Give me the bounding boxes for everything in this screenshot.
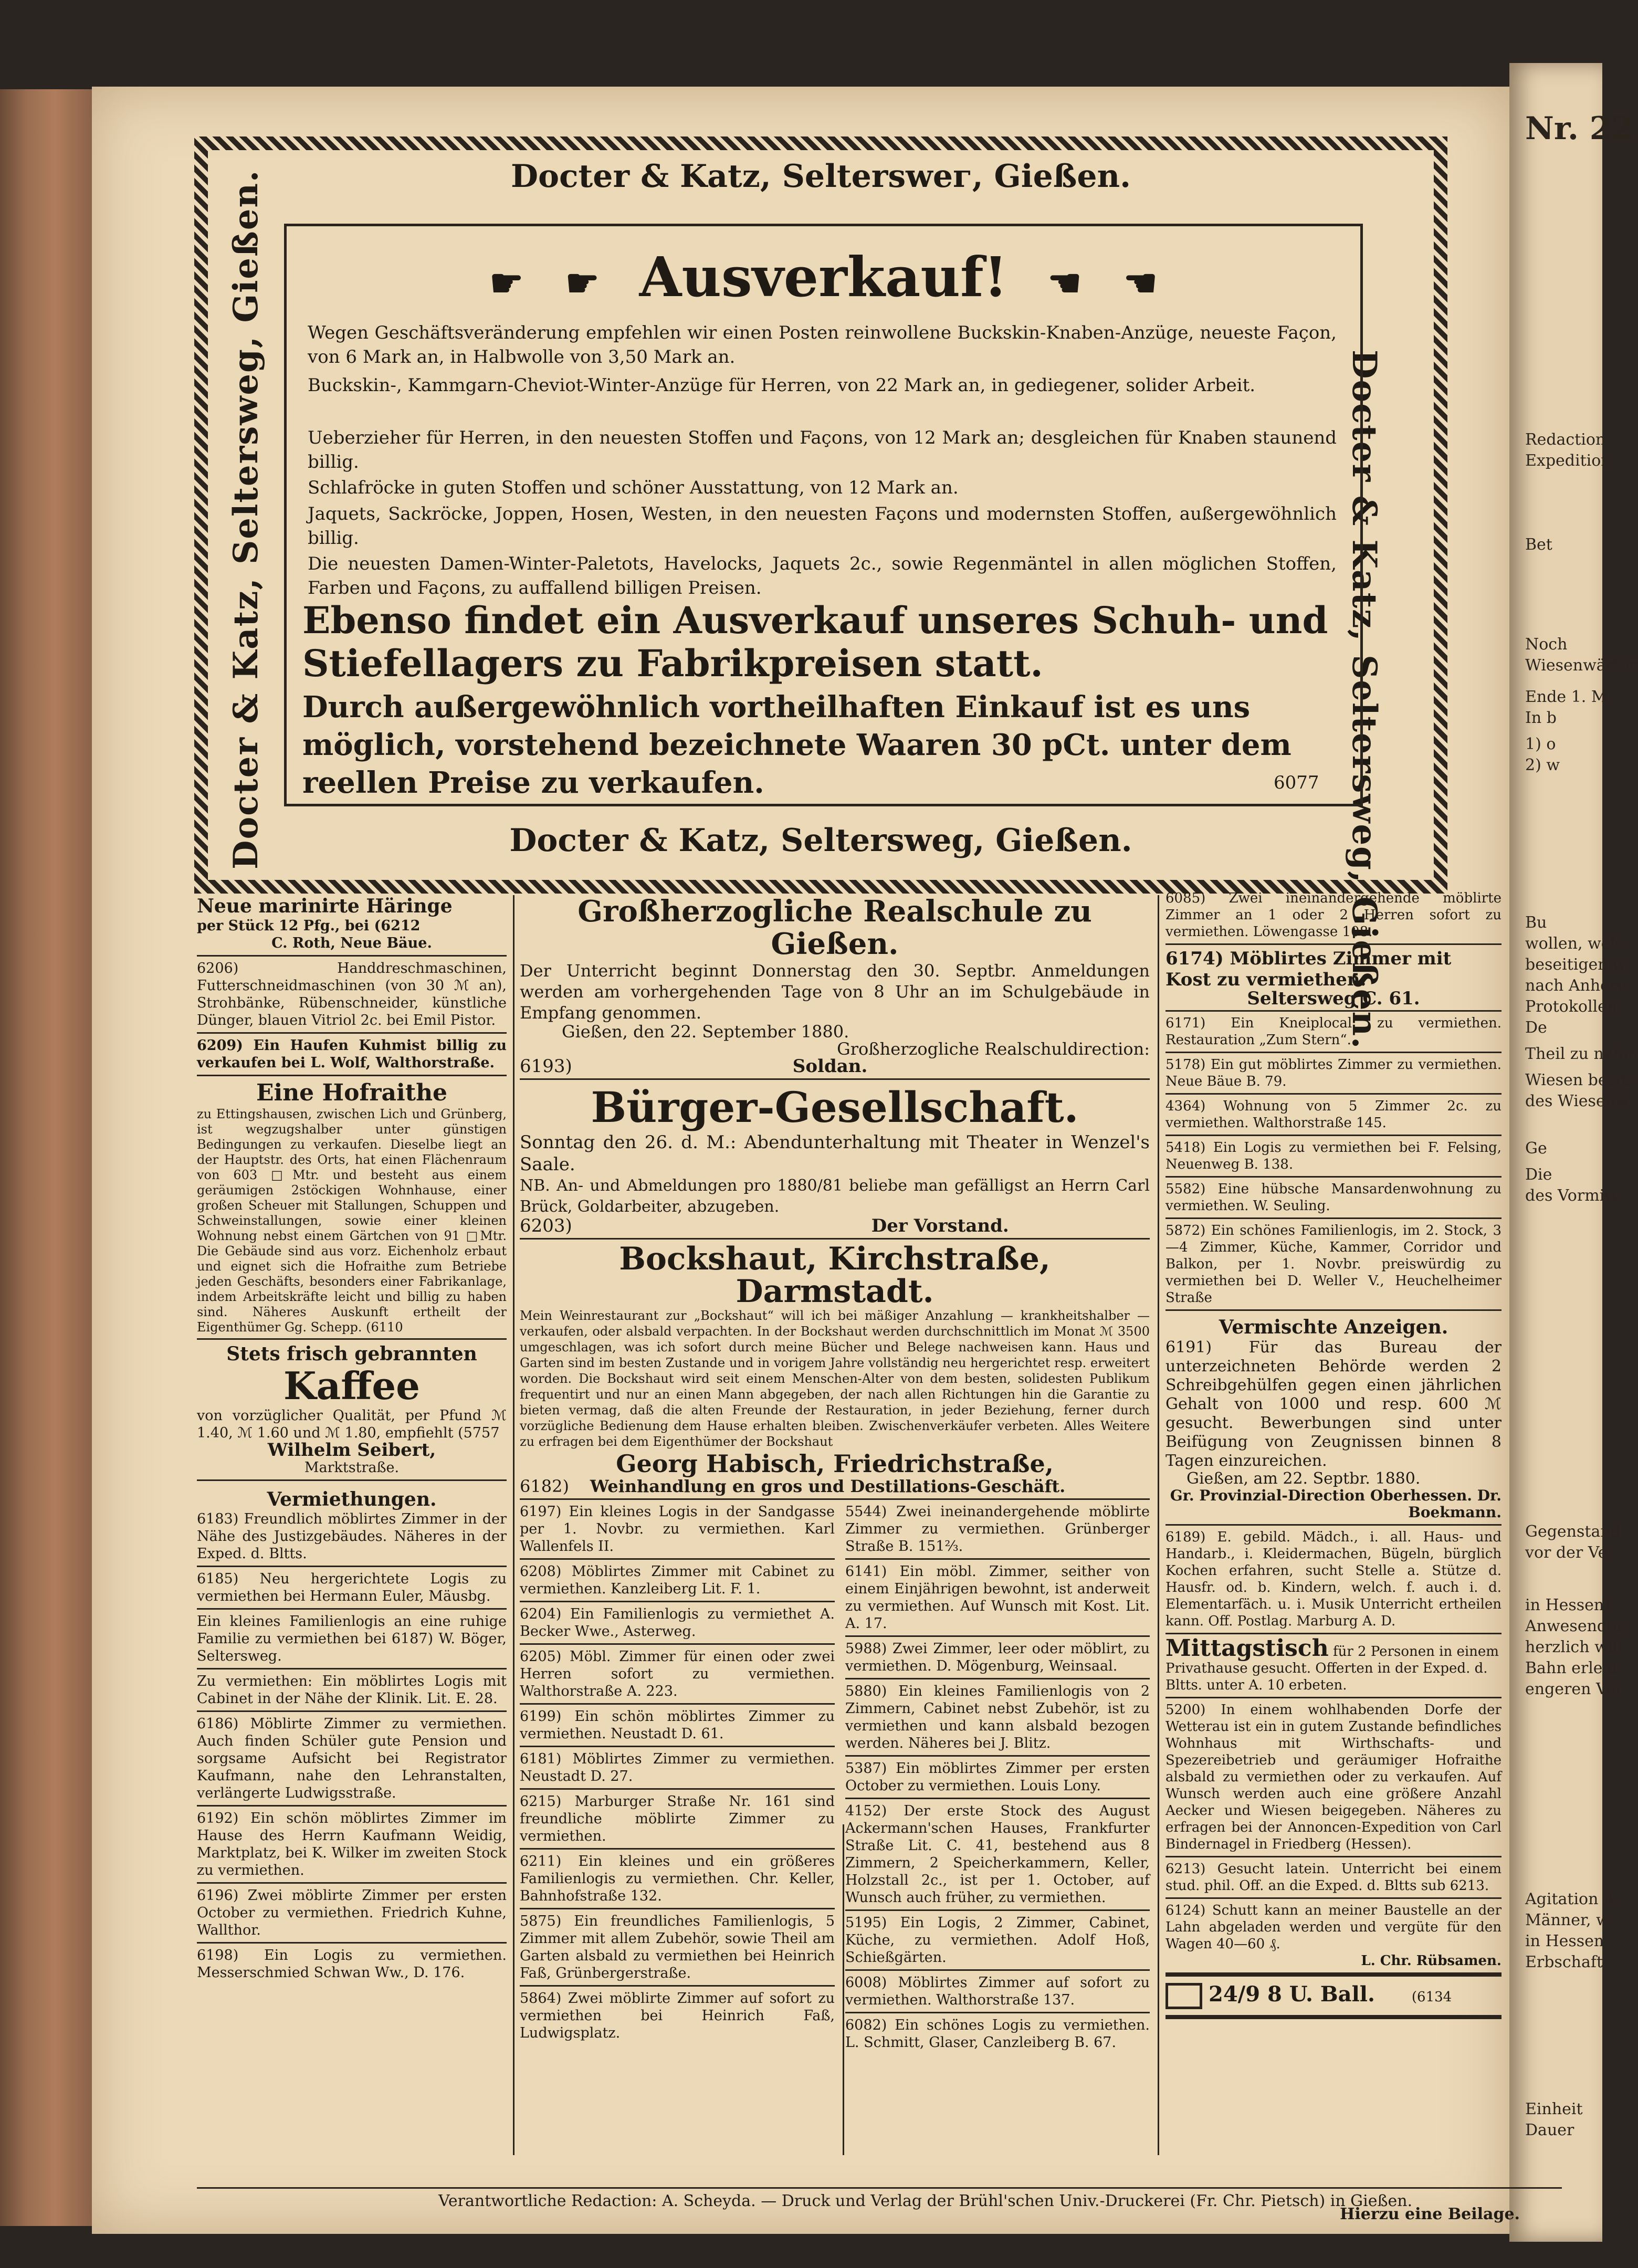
mittagstisch-text: für 2 Personen in einem Privathause gesucht. Offerten in der Exped. d. Bltts. unter A. 10 erbeten. — [1166, 1644, 1499, 1693]
ad-para-ueberzieher: Ueberzieher für Herren, in den neuesten Stoffen und Façons, von 12 Mark an; desgleichen für Knaben staunend billig. — [308, 427, 1337, 472]
divider — [845, 1635, 1150, 1637]
adjacent-page-fragment: in Hessen — [1525, 1932, 1604, 1950]
adjacent-page-fragment: beseitigen w — [1525, 956, 1626, 974]
hofraithe-text: zu Ettingshausen, zwischen Lich und Grünberg, ist wegzugshalber unter günstigen Bedingungen zu verkaufen. Dieselbe liegt an der Hauptstr. des Orts, hat einen Flächenraum von 603 □Mtr. und besteht aus einem geräumigen 2stöckigen Wohnhause, einer großen Scheuer mit Stallungen, Schuppen und Schweinstallungen, sowie einer kleinen Wohnung nebst einem Gärtchen von 91 □Mtr. Die Gebäude sind aus vorz. Eichenholz erbaut und eignet sich die Hofraithe zum Betriebe jeden Geschäfts, besonders einer Fabrikanlage, indem Arbeitskräfte leicht und billig zu haben sind. Näheres Auskunft ertheilt der Eigenthümer Gg. Schepp. (6110 — [197, 1107, 507, 1335]
hofraithe-title: Eine Hofraithe — [256, 1079, 448, 1106]
column-rule — [1158, 895, 1159, 2155]
divider — [845, 1798, 1150, 1799]
bockshaut-owner: Georg Habisch, Friedrichstraße, — [616, 1450, 1054, 1478]
listing: 6208) Möblirtes Zimmer mit Cabinet zu vermiethen. Kanzleiberg Lit. F. 1. — [520, 1563, 835, 1597]
schreibgehuelfen-date: Gießen, am 22. Septbr. 1880. — [1186, 1469, 1421, 1488]
adjacent-page-fragment: Redaction — [1525, 430, 1606, 449]
listing: 6192) Ein schön möblirtes Zimmer im Hause des Herrn Kaufmann Weidig, Marktplatz, bei K. Wilker im zweiten Stock zu vermiethen. — [197, 1810, 507, 1878]
divider — [845, 2012, 1150, 2013]
adjacent-page-fragment: Bu — [1525, 914, 1547, 932]
listing: 5418) Ein Logis zu vermiethen bei F. Felsing, Neuenweg B. 138. — [1166, 1140, 1502, 1172]
adjacent-page-fragment: des Wiesenw — [1525, 1092, 1629, 1110]
divider — [845, 1755, 1150, 1757]
ad-einkauf: Durch außergewöhnlich vortheilhaften Einkauf ist es uns möglich, vorstehend bezeichnete Waaren 30 pCt. unter dem reellen Preise zu verkaufen. — [302, 690, 1292, 800]
divider — [1166, 2015, 1502, 2019]
listing: 5582) Eine hübsche Mansardenwohnung zu vermiethen. W. Seuling. — [1166, 1181, 1502, 1214]
ruebsamen-signer: L. Chr. Rübsamen. — [1361, 1953, 1502, 1969]
adjacent-page-fragment: Anwesenden — [1525, 1617, 1627, 1635]
listing: 6213) Gesucht latein. Unterricht bei einem stud. phil. Off. an die Exped. d. Bltts sub 6213. — [1166, 1861, 1502, 1894]
divider — [845, 1558, 1150, 1560]
adjacent-page-fragment: engeren Ver — [1525, 1680, 1623, 1698]
listing: 4152) Der erste Stock des August Ackermann'schen Hauses, Frankfurter Straße Lit. C. 41, bestehend aus 8 Zimmern, 2 Speicherkammern, Keller, Holzstall 2c., ist per 1. October, auf Wunsch auch früher, zu vermiethen. — [845, 1803, 1150, 1906]
listing: 4364) Wohnung von 5 Zimmer 2c. zu vermiethen. Walthorstraße 145. — [1166, 1098, 1502, 1131]
adjacent-page-fragment: Noch — [1525, 635, 1568, 654]
kost-title: 6174) Möblirtes Zimmer mit Kost zu vermiethen. — [1166, 948, 1452, 990]
buerger-nb: NB. An- und Abmeldungen pro 1880/81 beliebe man gefälligst an Herrn Carl Brück, Goldarbeiter, abzugeben. — [520, 1177, 1150, 1216]
kaffee-street: Marktstraße. — [304, 1460, 400, 1476]
divider — [520, 1788, 835, 1790]
listing: 6205) Möbl. Zimmer für einen oder zwei Herren sofort zu vermiethen. Walthorstraße A. 223. — [520, 1648, 835, 1699]
divider — [520, 1643, 835, 1645]
vermiethungen-title: Vermiethungen. — [267, 1488, 437, 1510]
divider — [197, 1805, 507, 1807]
listing: 6204) Ein Familienlogis zu vermiethet A. Becker Wwe., Asterweg. — [520, 1606, 835, 1640]
divider — [845, 1909, 1150, 1911]
divider — [520, 1238, 1150, 1240]
listing: 6141) Ein möbl. Zimmer, seither von einem Einjährigen bewohnt, ist anderweit zu vermiethen. Auf Wunsch mit Kost. Lit. A. 17. — [845, 1563, 1150, 1632]
haringe-title: Neue marinirte Häringe — [197, 895, 453, 917]
divider — [197, 2187, 1562, 2189]
buerger-signer: Der Vorstand. — [871, 1215, 1009, 1236]
ad-title — [287, 245, 1360, 309]
divider — [845, 1678, 1150, 1679]
listing: 5872) Ein schönes Familienlogis, im 2. Stock, 3—4 Zimmer, Küche, Kammer, Corridor und Balkon, per 1. Novbr. preiswürdig zu vermiethen bei D. Weller V., Heuchelheimer Straße — [1166, 1223, 1502, 1306]
adjacent-page-fragment: vor der Ver — [1525, 1544, 1615, 1562]
divider — [520, 1848, 835, 1850]
divider — [1166, 1856, 1502, 1857]
adjacent-page-fragment: Die — [1525, 1166, 1552, 1184]
listing: 5880) Ein kleines Familienlogis von 2 Zimmern, Cabinet nebst Zubehör, ist zu vermiethen und kann alsbald bezogen werden. Näheres bei J. Blitz. — [845, 1683, 1150, 1751]
divider — [520, 1703, 835, 1705]
listing: 6196) Zwei möblirte Zimmer per ersten October zu vermiethen. Friedrich Kuhne, Wallthor. — [197, 1887, 507, 1938]
listings-left — [520, 1503, 835, 2051]
ad-number: 6077 — [1274, 772, 1319, 793]
schreibgehuelfen-signer: Gr. Provinzial-Direction Oberhessen. Dr. Boekmann. — [1170, 1487, 1502, 1521]
haringe-seller: C. Roth, Neue Bäue. — [271, 935, 432, 951]
divider — [1166, 1135, 1502, 1136]
listing: 5875) Ein freundliches Familienlogis, 5 Zimmer mit allem Zubehör, sowie Theil am Garten alsbald zu vermiethen bei Heinrich Faß, Grünbergerstraße. — [520, 1913, 835, 1981]
divider — [197, 1882, 507, 1884]
listings-right — [845, 1503, 1150, 2051]
divider — [197, 955, 507, 957]
pointing-hand-icon: ☛ — [489, 260, 523, 305]
realschule-text: Der Unterricht beginnt Donnerstag den 30. Septbr. Anmeldungen werden am vorhergehenden Tage von 8 Uhr an im Schulgebäude in Empfang genommen. — [520, 961, 1150, 1023]
pointing-hand-icon: ☛ — [565, 260, 600, 305]
listing: 5195) Ein Logis, 2 Zimmer, Cabinet, Küche, zu vermiethen. Adolf Hoß, Schießgärten. — [845, 1915, 1150, 1966]
adjacent-page-fragment: Ge — [1525, 1139, 1547, 1158]
listing: 6082) Ein schönes Logis zu vermiethen. L. Schmitt, Glaser, Canzleiberg B. 67. — [845, 2017, 1150, 2051]
column-rule — [513, 895, 514, 2155]
mittagstisch-title: Mittagstisch — [1166, 1635, 1329, 1662]
listing: 6197) Ein kleines Logis in der Sandgasse per 1. Novbr. zu vermiethen. Karl Wallenfels II. — [520, 1504, 835, 1555]
divider — [197, 1075, 507, 1076]
adjacent-page-fragment: Protokollen — [1525, 998, 1618, 1016]
divider — [1166, 1309, 1502, 1311]
listing: 6181) Möblirtes Zimmer zu vermiethen. Neustadt D. 27. — [520, 1751, 835, 1784]
divider — [520, 1908, 835, 1909]
adjacent-page — [1509, 63, 1638, 2242]
kost-address: Seltersweg C. 61. — [1247, 988, 1420, 1009]
ad-para-schlafroecke: Schlafröcke in guten Stoffen und schöner Ausstattung, von 12 Mark an. — [308, 477, 959, 498]
divider — [197, 1032, 507, 1034]
listing: 5544) Zwei ineinandergehende möblirte Zimmer zu vermiethen. Grünberger Straße B. 151⅔. — [845, 1504, 1150, 1555]
kaffee-title-1: Stets frisch gebrannten — [226, 1343, 477, 1365]
bockshaut-firm: Weinhandlung en gros und Destillations-Geschäft. — [590, 1476, 1066, 1496]
listing: Zu vermiethen: Ein möblirtes Logis mit Cabinet in der Nähe der Klinik. Lit. E. 28. — [197, 1673, 507, 1707]
listing: 6124) Schutt kann an meiner Baustelle an der Lahn abgeladen werden und vergüte für den Wagen 40—60 ₰. — [1166, 1903, 1502, 1952]
listings-split — [520, 1503, 1150, 2051]
realschule-direction: Großherzogliche Realschuldirection: — [837, 1039, 1150, 1059]
listing: 6198) Ein Logis zu vermiethen. Messerschmied Schwan Ww., D. 176. — [197, 1947, 507, 1981]
imprint-footer — [197, 2184, 1562, 2223]
adjacent-page-fragment: Wiesen besitz — [1525, 1071, 1635, 1089]
divider — [197, 1942, 507, 1944]
divider — [1166, 1052, 1502, 1053]
divider — [1166, 1633, 1502, 1634]
listing: 5178) Ein gut möblirtes Zimmer zu vermiethen. Neue Bäue B. 79. — [1166, 1057, 1502, 1089]
realschule-number: 6193) — [520, 1056, 572, 1077]
divider — [1166, 1093, 1502, 1095]
listing: 6189) E. gebild. Mädch., i. all. Haus- und Handarb., i. Kleidermachen, Bügeln, bürglich Kochen erfahren, sucht Stelle a. Stütze d. Hausfr. od. b. Kindern, welch. f. auch i. d. Elementarfäch. u. i. Musik Unterricht ertheilen kann. Off. Postlag. Marburg A. D. — [1166, 1529, 1502, 1629]
listing: 6085) Zwei ineinandergehende möblirte Zimmer an 1 oder 2 Herren sofort zu vermiethen. Löwengasse 108. — [1166, 890, 1502, 940]
column-left — [197, 895, 507, 1981]
adjacent-page-fragment: Bet — [1525, 536, 1552, 554]
kaffee-title-2: Kaffee — [284, 1363, 420, 1408]
listing: 6215) Marburger Straße Nr. 161 sind freundliche möblirte Zimmer zu vermiethen. — [520, 1793, 835, 1844]
book-edge — [0, 89, 92, 2226]
pointing-hand-icon: ☚ — [1124, 260, 1158, 305]
adjacent-page-fragment: Ende 1. M. — [1525, 688, 1613, 706]
ball-number: (6134 — [1411, 1989, 1452, 2005]
adjacent-page-fragment: herzlich will — [1525, 1638, 1623, 1656]
kaffee-text: von vorzüglicher Qualität, per Pfund ℳ 1.40, ℳ 1.60 und ℳ 1.80, empfiehlt (5757 — [197, 1408, 507, 1441]
adjacent-page-fragment: Agitation w — [1525, 1890, 1617, 1908]
listing: 6183) Freundlich möblirtes Zimmer in der Nähe des Justizgebäudes. Näheres in der Exped. d. Bltts. — [197, 1511, 507, 1562]
ad-header-top: Docter & Katz, Selterswег, Gießen. — [510, 158, 1131, 195]
adjacent-page-fragment: wollen, welc — [1525, 934, 1624, 953]
divider — [520, 1498, 1150, 1500]
divider — [1166, 1697, 1502, 1698]
divider — [1166, 1897, 1502, 1899]
listing: 6185) Neu hergerichtete Logis zu vermiethen bei Hermann Euler, Mäusbg. — [197, 1571, 507, 1604]
ball-notice: 24/9 8 U. Ball. — [1209, 1982, 1375, 2007]
adjacent-page-fragment: Wiesenwärter — [1525, 656, 1637, 675]
realschule-signer: Soldan. — [792, 1056, 868, 1077]
ad-side-right: Docter & Katz, Seltersweg, Gießen. — [1345, 350, 1384, 1050]
adjacent-page-fragment: Gegenstand — [1525, 1522, 1621, 1541]
beilage-note: Hierzu eine Beilage. — [1340, 2205, 1520, 2223]
divider — [1166, 1010, 1502, 1012]
ad-schuh-lager: Ebenso findet ein Ausverkauf unseres Schuh- und Stiefellagers zu Fabrikpreisen statt. — [302, 598, 1328, 685]
listing: 6199) Ein schön möblirtes Zimmer zu vermiethen. Neustadt D. 61. — [520, 1708, 835, 1742]
listing: 6008) Möblirtes Zimmer auf sofort zu vermiethen. Walthorstraße 137. — [845, 1975, 1150, 2008]
adjacent-page-fragment: Nr. 22 — [1525, 110, 1634, 147]
listing: 5864) Zwei möblirte Zimmer auf sofort zu vermiethen bei Heinrich Faß, Ludwigsplatz. — [520, 1990, 835, 2041]
ad-inner-frame — [284, 224, 1363, 806]
realschule-title: Großherzogliche Realschule zu Gießen. — [578, 894, 1092, 961]
divider — [520, 1601, 835, 1602]
adjacent-page-fragment: Dauer — [1525, 2121, 1574, 2139]
buerger-number: 6203) — [520, 1215, 572, 1236]
schreibgehuelfen-ad: 6191) Für das Bureau der unterzeichneten Behörde werden 2 Schreibgehülfen gegen einen jährlichen Gehalt von 1000 und resp. 600 ℳ gesucht. Bewerbungen sind unter Beifügung von Zeugnissen binnen 8 Tagen einzureichen. — [1166, 1338, 1502, 1470]
newspaper-page — [92, 87, 1520, 2234]
divider — [1166, 1524, 1502, 1526]
divider — [520, 1985, 835, 1987]
adjacent-page-fragment: Expedition — [1525, 452, 1611, 470]
adjacent-page-fragment: Männer, w — [1525, 1911, 1610, 1929]
listing: 6186) Möblirte Zimmer zu vermiethen. Auch finden Schüler gute Pension und sorgsame Aufsicht bei Registrator Kaufmann, nahe den Lehranstalten, verlängerte Ludwigsstraße. — [197, 1716, 507, 1801]
divider — [1166, 1217, 1502, 1219]
divider — [197, 1566, 507, 1567]
kaffee-seller: Wilhelm Seibert, — [267, 1440, 436, 1461]
adjacent-page-fragment: Erbschaft — [1525, 1953, 1603, 1971]
listing: 6211) Ein kleines und ein größeres Familienlogis zu vermiethen. Chr. Keller, Bahnhofstraße 132. — [520, 1853, 835, 1904]
adjacent-page-fragment: Theil zu nehm — [1525, 1045, 1638, 1063]
bockshaut-number: 6182) — [520, 1476, 569, 1496]
adjacent-page-fragment: nach Anhöru — [1525, 976, 1628, 995]
bockshaut-title: Bockshaut, Kirchstraße, Darmstadt. — [619, 1241, 1051, 1310]
divider — [845, 1969, 1150, 1971]
adjacent-page-fragment: In b — [1525, 709, 1557, 727]
adjacent-page-fragment: Einheit — [1525, 2100, 1583, 2118]
divider — [520, 1558, 835, 1560]
divider — [1166, 1176, 1502, 1178]
listing: Ein kleines Familienlogis an eine ruhige Familie zu vermiethen bei 6187) W. Böger, Seltersweg. — [197, 1613, 507, 1664]
listing: 5387) Ein möblirtes Zimmer per ersten October zu vermiethen. Louis Lony. — [845, 1760, 1150, 1794]
bockshaut-text: Mein Weinrestaurant zur „Bockshaut“ will ich bei mäßiger Anzahlung — krankheitshalber — verkaufen, oder alsbald verpachten. In der Bockshaut werden durchschnittlich im Monat ℳ 3500 umgeschlagen, was ich sofort durch meine Bücher und Belege nachweisen kann. Haus und Garten sind im besten Zustande und in vorigem Jahre vollständig neu hergerichtet resp. erweitert worden. Die Bockshaut wird seit einem Menschen-Alter von dem besten, solidesten Publikum frequentirt und nur an einen Mann abgegeben, der nach allen Richtungen hin die Garantie zu bieten vermag, daß die alten Freunde der Restauration, in jeder Beziehung, ferner durch vorzügliche Bedienung dem Hause erhalten bleiben. Zwischenverkäufer verbeten. Alles Weitere zu erfragen bei dem Eigenthümer der Bockshaut — [520, 1308, 1150, 1449]
divider — [520, 1078, 1150, 1080]
divider — [1166, 943, 1502, 945]
haringe-text: per Stück 12 Pfg., bei (6212 — [197, 918, 421, 934]
adjacent-page-fragment: Bahn erleid — [1525, 1659, 1618, 1677]
listing: 5988) Zwei Zimmer, leer oder möblirt, zu vermiethen. D. Mögenburg, Weinsaal. — [845, 1641, 1150, 1674]
adjacent-page-fragment: in Hessen) — [1525, 1596, 1610, 1614]
ad-para-herren: Buckskin-, Kammgarn-Cheviot-Winter-Anzüge für Herren, von 22 Mark an, in gediegener, solider Arbeit. — [308, 375, 1256, 396]
ad-header-bottom: Docter & Katz, Seltersweg, Gießen. — [509, 822, 1132, 859]
ad-6206: 6206) Handdreschmaschinen, Futterschneidmaschinen (von 30 ℳ an), Strohbänke, Rübenschneider, künstliche Dünger, blauen Vitriol 2c. bei Emil Pistor. — [197, 960, 507, 1028]
adjacent-page-fragment: 1) o — [1525, 735, 1556, 753]
divider — [1166, 1972, 1502, 1977]
pointing-hand-icon: ☚ — [1047, 260, 1082, 305]
divider — [197, 1668, 507, 1670]
ad-para-damen: Die neuesten Damen-Winter-Paletots, Havelocks, Jaquets 2c., sowie Regenmäntel in allen möglichen Stoffen, Farben und Façons, zu auffallend billigen Preisen. — [308, 553, 1337, 598]
ball-box-icon — [1166, 1983, 1202, 2009]
ad-side-left: Docter & Katz, Seltersweg, Gießen. — [226, 169, 266, 869]
ad-para-jaquets: Jaquets, Sackröcke, Joppen, Hosen, Westen, in den neuesten Façons und modernsten Stoffen, außergewöhnlich billig. — [308, 503, 1337, 549]
adjacent-page-fragment: De — [1525, 1018, 1547, 1037]
buerger-text: Sonntag den 26. d. M.: Abendunterhaltung mit Theater in Wenzel's Saale. — [520, 1132, 1150, 1175]
realschule-date: Gießen, den 22. September 1880. — [562, 1022, 849, 1042]
listing: 5200) In einem wohlhabenden Dorfe der Wetterau ist ein in gutem Zustande befindliches Wohnhaus mit Wirthschafts- und Spezereibetrieb und geräumiger Hofraithe alsbald zu vermiethen oder zu verkaufen. Auf Wunsch werden auch eine größere Anzahl Aecker und Wiesen beigegeben. Näheres zu erfragen bei der Annoncen-Expedition von Carl Bindernagel in Friedberg (Hessen). — [1166, 1702, 1502, 1852]
divider — [520, 1746, 835, 1747]
divider — [197, 1710, 507, 1712]
column-right — [1166, 890, 1502, 2022]
adjacent-page-fragment: des Vormitt — [1525, 1186, 1618, 1205]
ad-title-text: Ausverkauf! — [639, 245, 1008, 309]
ad-para-knaben: Wegen Geschäftsveränderung empfehlen wir einen Posten reinwollene Buckskin-Knaben-Anzüge, neueste Façon, von 6 Mark an, in Halbwolle von 3,50 Mark an. — [308, 322, 1337, 368]
divider — [197, 1479, 507, 1481]
divider — [197, 1338, 507, 1340]
buerger-title: Bürger-Gesellschaft. — [591, 1083, 1079, 1132]
listing: 6171) Ein Kneiplocal zu vermiethen. Restauration „Zum Stern“. — [1166, 1015, 1502, 1048]
ad-6209: 6209) Ein Haufen Kuhmist billig zu verkaufen bei L. Wolf, Walthorstraße. — [197, 1037, 507, 1071]
vermischte-title: Vermischte Anzeigen. — [1219, 1316, 1448, 1338]
divider — [197, 1608, 507, 1610]
adjacent-page-fragment: 2) w — [1525, 756, 1560, 774]
column-middle — [520, 895, 1150, 2051]
imprint-text: Verantwortliche Redaction: A. Scheyda. — Druck und Verlag der Brühl'schen Univ.-Druckerei (Fr. Chr. Pietsch) in Gießen. — [438, 2192, 1413, 2210]
